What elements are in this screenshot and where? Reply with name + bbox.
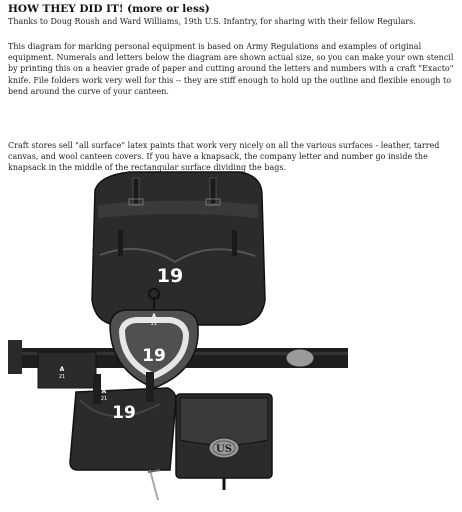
buckle-icon bbox=[210, 178, 216, 204]
credit-line: Thanks to Doug Roush and Ward Williams, 19th U.S. Infantry, for sharing with their fellow Regulars. bbox=[8, 17, 416, 26]
haversack bbox=[70, 372, 176, 500]
haversack-small-number: 21 bbox=[100, 396, 108, 402]
canteen-number: 19 bbox=[142, 346, 166, 366]
diagram-paragraph: This diagram for marking personal equipment is based on Army Regulations and examples of original equipment. Numerals and letters below the diagram are shown actual size, so you can make your own stencil by printing this on a heavier grade of paper and cutting around the letters and numbers with a craft "Exacto" knife. File folders work very well for this -- they are stiff enough to hold up the outline and flexible enough to bend around the curve of your canteen. bbox=[8, 42, 454, 96]
canteen-letter: A bbox=[151, 313, 157, 320]
cartridge-pouch bbox=[176, 394, 272, 490]
pouch-plate-text: US bbox=[216, 444, 232, 455]
buckle-icon bbox=[133, 178, 139, 204]
knapsack-number: 19 bbox=[156, 265, 184, 287]
cartridge-box-number: 21 bbox=[58, 374, 66, 380]
belt-plate-icon bbox=[286, 349, 314, 367]
knapsack bbox=[92, 172, 265, 325]
belt-right-number: 21 bbox=[261, 381, 269, 387]
page-title: HOW THEY DID IT! (more or less) bbox=[8, 3, 210, 15]
paints-paragraph: Craft stores sell "all surface" latex paints that work very nicely on all the various surfaces - leather, tarred canvas, and wool canteen covers. If you have a knapsack, the company letter and number go inside the knapsack in the middle of the rectangular surface dividing the bags. bbox=[8, 141, 440, 173]
belt-right-letter: A bbox=[262, 373, 268, 380]
haversack-letter: A bbox=[101, 388, 107, 395]
haversack-number: 19 bbox=[112, 403, 136, 423]
canteen-small-number: 21 bbox=[150, 321, 158, 327]
cartridge-box-letter: A bbox=[59, 366, 65, 373]
